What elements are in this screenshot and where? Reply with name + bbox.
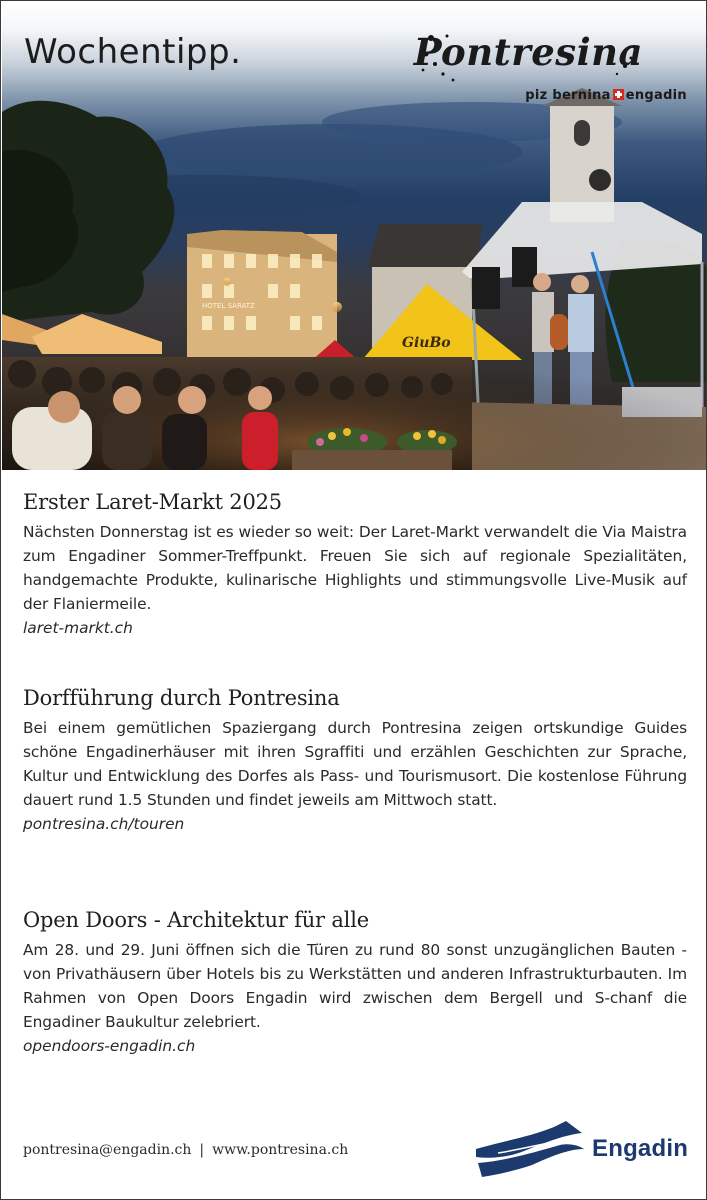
article-body: Nächsten Donnerstag ist es wieder so weit: Der Laret-Markt verwandelt die Via Maistra zum Engadiner Sommer-Treffpunkt. Freuen Sie sich auf regionale Spezialitäten, handgemachte Produkte, kulinarische Highlights und stimmungsvolle Live-Musik auf der Flaniermeile. <box>23 523 687 613</box>
article-link[interactable]: opendoors-engadin.ch <box>23 1037 196 1055</box>
article-title: Dorfführung durch Pontresina <box>23 686 340 710</box>
hotel-sign: HOTEL SARATZ <box>202 302 255 310</box>
footer-website-link[interactable]: www.pontresina.ch <box>212 1142 349 1158</box>
article-title: Open Doors - Architektur für alle <box>23 908 369 932</box>
page-title: Wochentipp. <box>24 32 242 72</box>
article-open-doors <box>23 906 687 1058</box>
engadin-wordmark: Engadin <box>592 1135 689 1162</box>
footer-email-link[interactable]: pontresina@engadin.ch <box>23 1142 192 1158</box>
article-laret-markt <box>23 488 687 640</box>
mountain-wave-icon <box>474 1119 594 1181</box>
article-body: Am 28. und 29. Juni öffnen sich die Türen zu rund 80 sonst unzugänglichen Bauten - von Privathäusern über Hotels bis zu Werkstätten und anderen Infrastrukturbauten. Im Rahmen von Open Doors Engadin wird zwischen dem Bergell und S-chanf die Engadiner Baukultur zelebriert. <box>23 941 687 1031</box>
article-link[interactable]: pontresina.ch/touren <box>23 815 185 833</box>
footer-separator: | <box>199 1142 205 1158</box>
footer-contact <box>23 1142 348 1158</box>
hero-photo <box>2 2 707 470</box>
logo-tagline <box>525 88 687 103</box>
logo-wordmark: Pontresina <box>413 30 643 74</box>
swiss-flag-icon <box>613 89 624 100</box>
article-body: Bei einem gemütlichen Spaziergang durch Pontresina zeigen ortskundige Guides schöne Engadinerhäuser mit ihren Sgraffiti und erzählen Geschichten zur Sprache, Kultur und Entwicklung des Dorfes als Pass- und Tourismusort. Die kostenlose Führung dauert rund 1.5 Stunden und findet jeweils am Mittwoch statt. <box>23 719 687 809</box>
article-link[interactable]: laret-markt.ch <box>23 619 133 637</box>
logo-tagline-left: piz bernina <box>525 88 611 103</box>
article-title: Erster Laret-Markt 2025 <box>23 490 282 514</box>
logo-tagline-right: engadin <box>625 88 687 103</box>
pontresina-logo <box>413 30 687 110</box>
engadin-logo <box>474 1119 688 1181</box>
article-dorffuehrung <box>23 684 687 836</box>
